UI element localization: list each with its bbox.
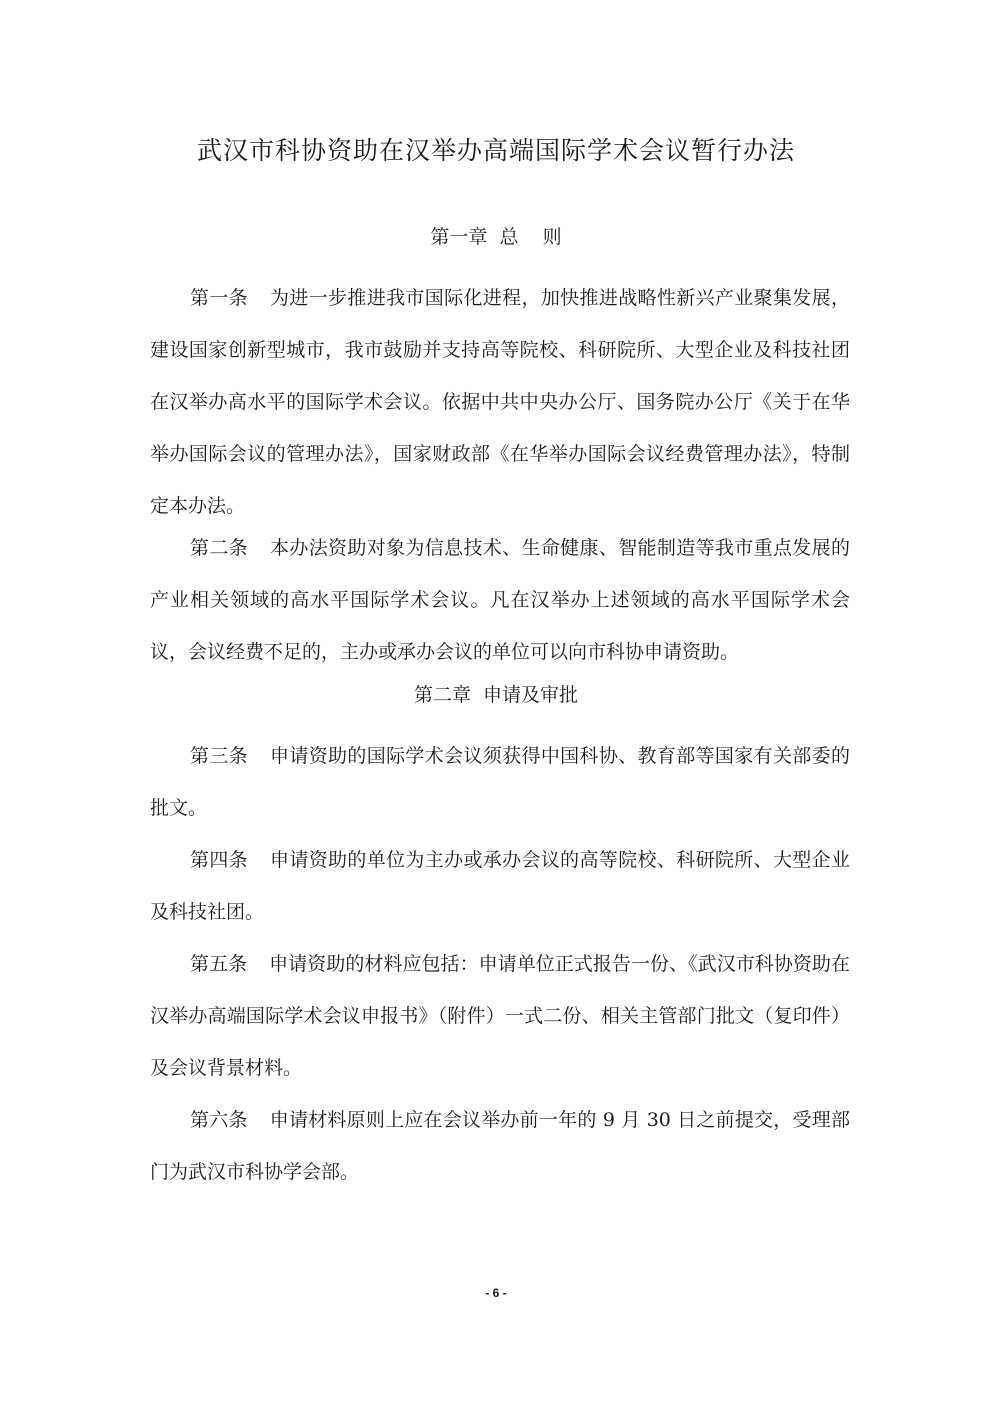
chapter-heading: 第一章 总 则 [430, 226, 562, 248]
document-title: 武汉市科协资助在汉举办高端国际学术会议暂行办法 [196, 136, 795, 165]
article-number: 第五条 [190, 953, 248, 975]
article-number: 第一条 [190, 287, 249, 309]
article-paragraph [150, 522, 850, 678]
chapter-heading: 第二章 申请及审批 [413, 684, 579, 706]
article-text: 申请资助的国际学术会议须获得中国科协、教育部等国家有关部委的批文。 [150, 745, 850, 819]
article-text: 申请材料原则上应在会议举办前一年的 9 月 30 日之前提交，受理部门为武汉市科协学会部。 [150, 1109, 850, 1183]
article-paragraph [150, 272, 850, 532]
article-text: 为进一步推进我市国际化进程，加快推进战略性新兴产业聚集发展，建设国家创新型城市，我市鼓励并支持高等院校、科研院所、大型企业及科技社团在汉举办高水平的国际学术会议。依据中共中央办公厅、国务院办公厅《关于在华举办国际会议的管理办法》，国家财政部《在华举办国际会议经费管理办法》，特制定本办法。 [150, 287, 850, 517]
article-number: 第四条 [190, 849, 249, 871]
article-paragraph [150, 834, 850, 938]
article-text: 申请资助的单位为主办或承办会议的高等院校、科研院所、大型企业及科技社团。 [150, 849, 850, 923]
article-paragraph [150, 1094, 850, 1198]
article-number: 第二条 [190, 537, 249, 559]
article-text: 本办法资助对象为信息技术、生命健康、智能制造等我市重点发展的产业相关领域的高水平国际学术会议。凡在汉举办上述领域的高水平国际学术会议，会议经费不足的，主办或承办会议的单位可以向市科协申请资助。 [150, 537, 850, 663]
article-paragraph [150, 938, 850, 1094]
article-number: 第六条 [190, 1109, 248, 1131]
article-text: 申请资助的材料应包括：申请单位正式报告一份、《武汉市科协资助在汉举办高端国际学术会议申报书》（附件）一式二份、相关主管部门批文（复印件）及会议背景材料。 [150, 953, 850, 1079]
page-number: - 6 - [485, 1286, 507, 1300]
article-number: 第三条 [190, 745, 249, 767]
article-paragraph [150, 730, 850, 834]
